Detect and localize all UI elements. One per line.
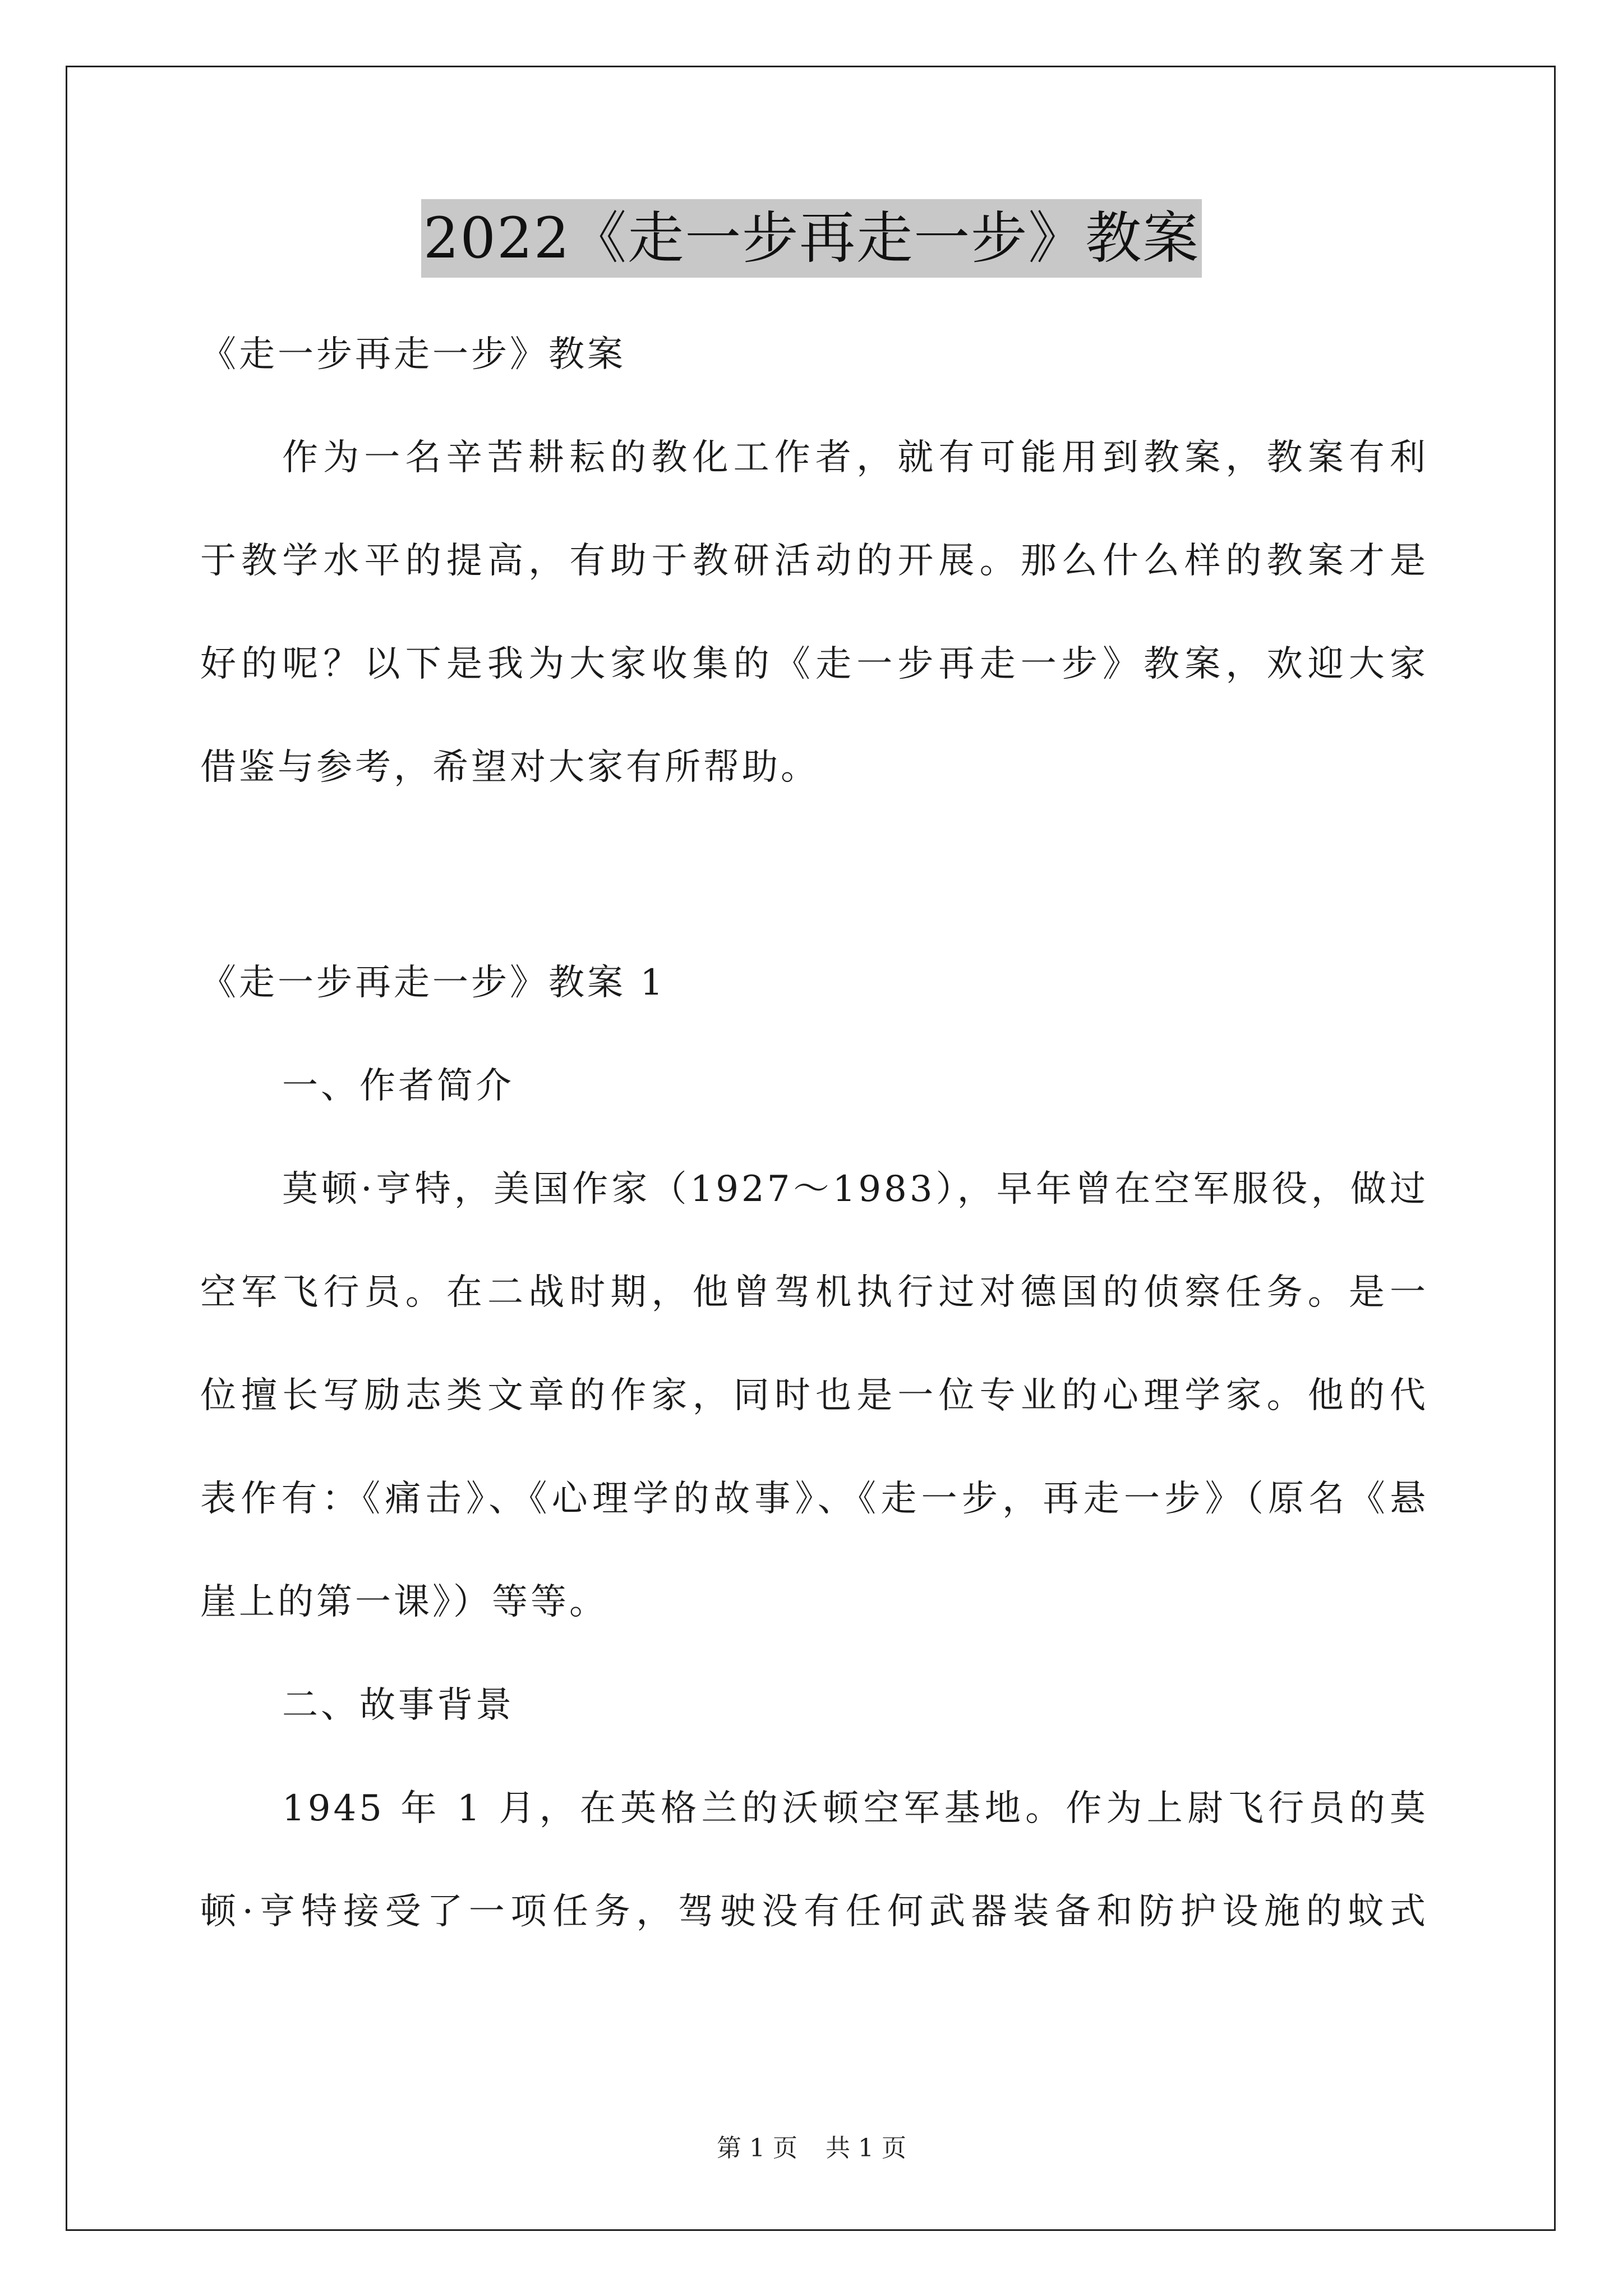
author-paragraph-line: 空军飞行员。在二战时期，他曾驾机执行过对德国的侦察任务。是一 [200,1272,1428,1313]
intro-paragraph-line: 作为一名辛苦耕耘的教化工作者，就有可能用到教案，教案有利 [282,437,1428,478]
document-body [200,303,1428,1963]
author-paragraph-line: 崖上的第一课》）等等。 [200,1581,608,1623]
page-number-total: 共 1 页 [826,2134,906,2162]
section-spacer [200,819,1428,931]
page-footer [0,2132,1623,2165]
subsection-heading-background: 二、故事背景 [282,1685,514,1726]
section-heading: 《走一步再走一步》教案 1 [200,962,666,1004]
document-title: 2022《走一步再走一步》教案 [421,199,1202,278]
intro-paragraph-line: 好的呢？以下是我为大家收集的《走一步再走一步》教案，欢迎大家 [200,643,1428,685]
author-paragraph-line: 位擅长写励志类文章的作家，同时也是一位专业的心理学家。他的代 [200,1375,1428,1416]
intro-paragraph-line: 于教学水平的提高，有助于教研活动的开展。那么什么样的教案才是 [200,540,1428,582]
intro-paragraph-line: 借鉴与参考，希望对大家有所帮助。 [200,747,819,788]
subsection-heading-author: 一、作者简介 [282,1065,514,1107]
author-paragraph-line: 表作有：《痛击》、《心理学的故事》、《走一步，再走一步》（原名《悬 [200,1478,1428,1520]
background-paragraph-line: 1945 年 1 月，在英格兰的沃顿空军基地。作为上尉飞行员的莫 [282,1788,1428,1829]
title-container [0,199,1623,278]
author-paragraph-line: 莫顿·亨特，美国作家（1927～1983），早年曾在空军服役，做过 [282,1168,1428,1210]
background-paragraph-line: 顿·亨特接受了一项任务，驾驶没有任何武器装备和防护设施的蚊式 [200,1891,1428,1932]
subtitle-line: 《走一步再走一步》教案 [200,334,626,375]
page-number-current: 第 1 页 [717,2134,797,2162]
